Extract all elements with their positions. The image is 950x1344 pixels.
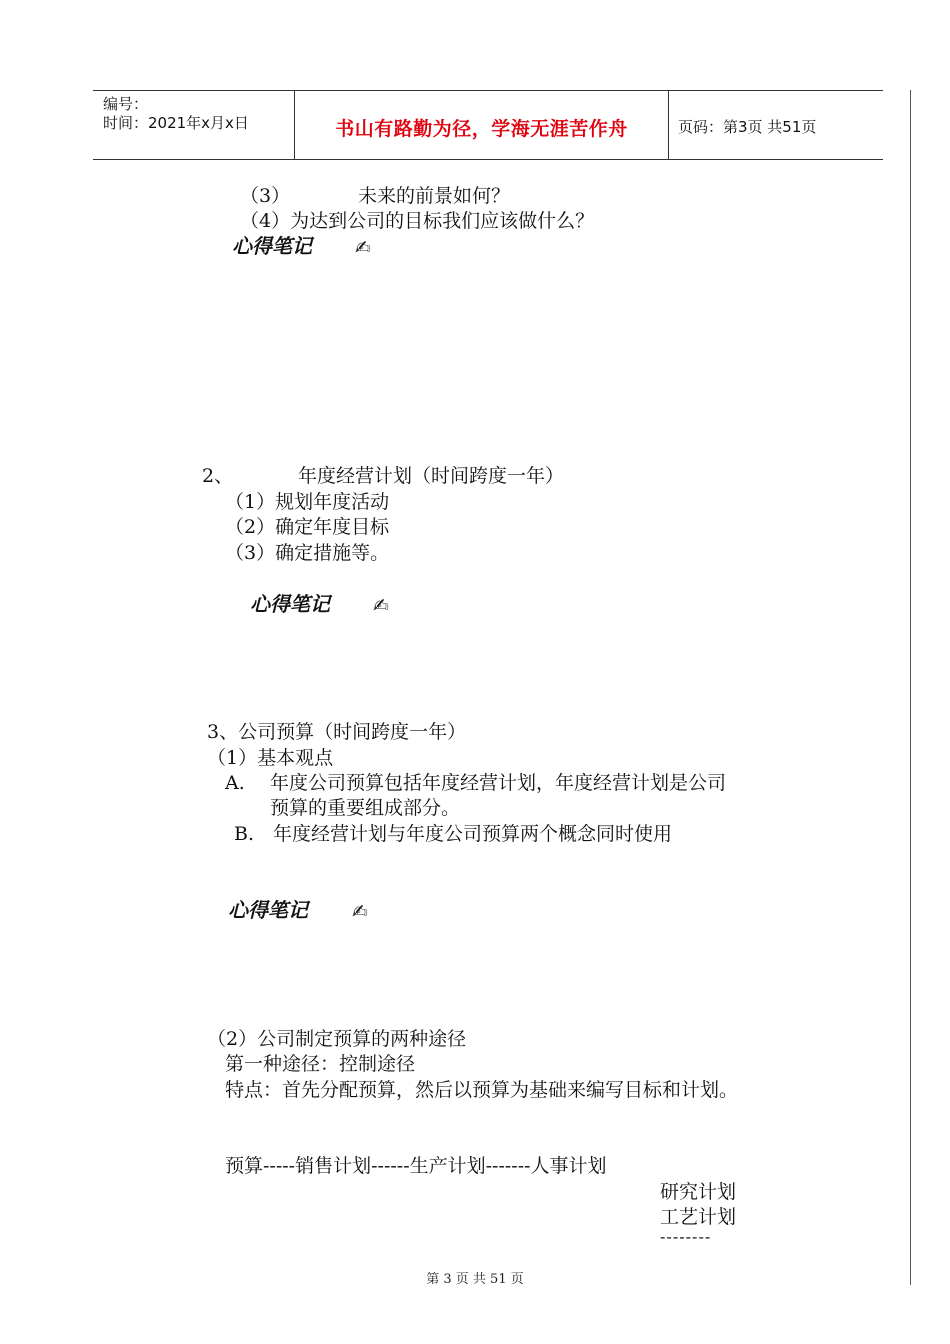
pen-icon: ✍ [352,901,368,923]
budget-flow-research: 研究计划 [660,1181,737,1203]
budget-flow-craft: 工艺计划 [660,1206,737,1228]
point-b-text: 年度经营计划与年度公司预算两个概念同时使用 [273,823,673,845]
budget-flow-main: 预算-----销售计划------生产计划-------人事计划 [225,1155,607,1177]
budget-flow-dash: -------- [660,1227,712,1246]
notes-label-2: 心得笔记 [250,592,330,616]
point-b-marker: B. [234,823,255,845]
pen-icon: ✍ [355,237,371,259]
question-4: （4）为达到公司的目标我们应该做什么？ [240,210,595,232]
header-page-cell [669,91,883,159]
path-1-feature: 特点：首先分配预算，然后以预算为基础来编写目标和计划。 [225,1079,739,1101]
page-footer: 第 3 页 共 51 页 [426,1272,524,1287]
section-3-title: 3、公司预算（时间跨度一年） [207,721,467,743]
section-3-subheading-1: （1）基本观点 [207,747,334,769]
notes-label-3: 心得笔记 [228,898,308,922]
header-motto-cell [295,91,669,159]
document-number-label: 编号： [103,95,149,113]
section-2-item-2: （2）确定年度目标 [225,516,390,538]
section-3-subheading-2: （2）公司制定预算的两种途径 [207,1028,467,1050]
question-3-text: 未来的前景如何？ [358,185,511,207]
point-a-line-1: 年度公司预算包括年度经营计划，年度经营计划是公司 [270,772,727,794]
section-2-item-1: （1）规划年度活动 [225,491,390,513]
point-a-line-2: 预算的重要组成部分。 [270,797,461,819]
header-page-info: 页码：第3页 共51页 [678,118,817,136]
section-2-title: 年度经营计划（时间跨度一年） [298,465,565,487]
path-1-heading: 第一种途径：控制途径 [225,1053,416,1075]
section-2-number: 2、 [202,465,234,487]
point-a-marker: A. [225,772,245,794]
header-motto: 书山有路勤为径，学海无涯苦作舟 [335,118,628,140]
section-2-item-3: （3）确定措施等。 [225,542,390,564]
header-info-cell [93,91,295,159]
pen-icon: ✍ [373,595,389,617]
document-time-label: 时间：2021年x月x日 [103,114,249,132]
right-margin-rule [910,90,911,1285]
header-table [93,90,883,160]
question-3-number: （3） [240,185,291,207]
notes-label-1: 心得笔记 [232,234,312,258]
